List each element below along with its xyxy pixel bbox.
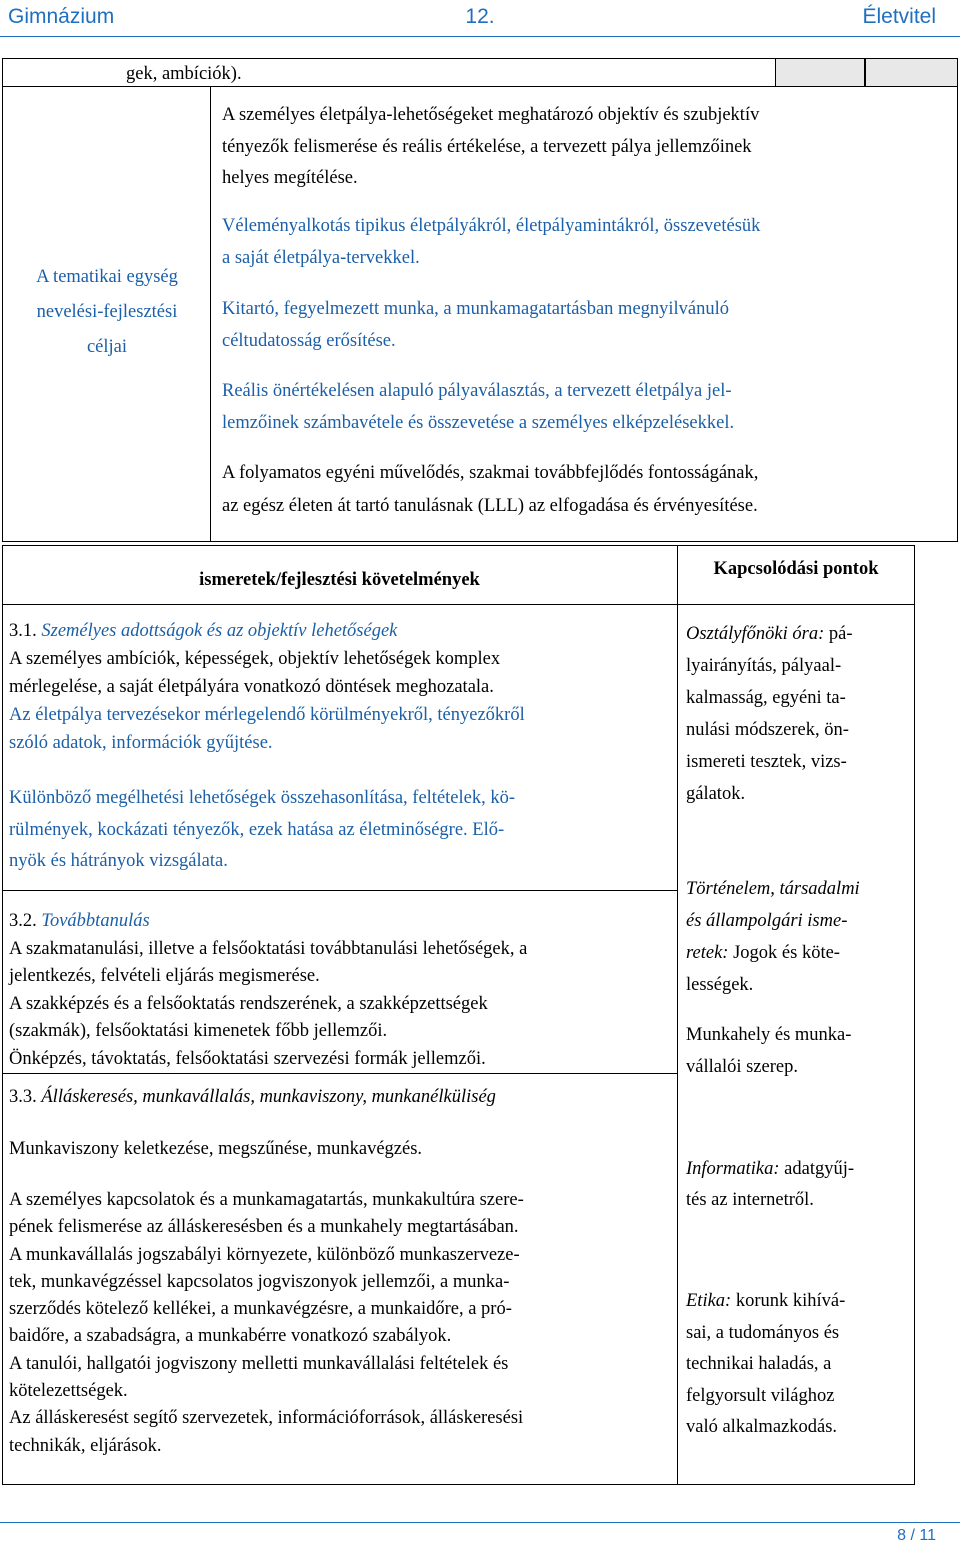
- section-33-body: A személyes kapcsolatok és a munkamagatartás, munkakultúra szere- pének felismerése az álláskeresésben és a munkahely megtartásában. A munkavállalás jogszabályi környezete, különböző munkaszervezе- tek, munkavégzéssel kapcsolatos jogviszonyok jellemzői, a munka- szerződés kötelező kellékei, a munkavégzésre, a munkaidőre, a pró- baidőre, a szabadságra, a munkabérre vonatkozó szabályok. A tanulói, hallgatói jogviszony melletti munkavállalási feltételek és kötelezettségek. Az álláskeresést segítő szervezetek, információforrások, álláskeresési technikák, eljárások.: [9, 1190, 524, 1456]
- link-munkahely: Munkahely és munka- vállalói szerep.: [686, 1025, 852, 1077]
- section-32-title: Továbbtanulás: [41, 911, 150, 931]
- goal-1: A személyes életpálya-lehetőségeket meghatározó objektív és szubjektív tényezők felismerése és reális értékelése, a tervezett pálya jellemzőinek helyes megítélése.: [222, 105, 760, 188]
- link-informatika: Informatika: adatgyűj- tés az internetről.: [686, 1159, 855, 1210]
- page-header: [0, 0, 960, 36]
- col1-header: ismeretek/fejlesztési követelmények: [199, 570, 480, 590]
- page-number: 8 / 11: [897, 1527, 936, 1544]
- section-31-number: 3.1.: [9, 621, 37, 641]
- goal-2: Véleményalkotás tipikus életpályákról, életpályamintákról, összevetésük a saját életpálya-tervekkel.: [222, 216, 761, 268]
- section-31-para2: Különböző megélhetési lehetőségek összehasonlítása, feltételek, kö- rülmények, kockázati tényezők, ezek hatása az életminőségre. Elő- nyök és hátrányok vizsgálata.: [9, 788, 516, 871]
- section-33-number: 3.3.: [9, 1087, 37, 1107]
- goals-table-gray-cell-2: [865, 58, 958, 87]
- content-table-col-divider: [677, 545, 678, 1485]
- link-tortenelem: Történelem, társadalmi és állampolgári isme- retek: Jogok és köte- lességek.: [686, 879, 860, 995]
- header-divider: [0, 36, 960, 37]
- link-osztalyfonoki: Osztályfőnöki óra: pá- lyairányítás, pályaal- kalmasság, egyéni ta- nulási módszerek, ön- ismereti tesztek, vizs- gálatok.: [686, 624, 853, 804]
- content-table-header-divider: [2, 604, 915, 605]
- goal-4: Reális önértékelésen alapuló pályaválasztás, a tervezett életpálya jel- lemzőinek számbavétele és összevetése a személyes elképzelésekkel.: [222, 381, 735, 433]
- header-school: Gimnázium: [8, 5, 115, 28]
- section-32-number: 3.2.: [9, 911, 37, 931]
- section-33-title: Álláskeresés, munkavállalás, munkaviszony, munkanélküliség: [41, 1087, 496, 1107]
- link-etika: Etika: korunk kihívá- sai, a tudományos és technikai haladás, a felgyorsult világhoz való alkalmazkodás.: [686, 1291, 846, 1437]
- goals-table-gray-cell-1: [775, 58, 865, 87]
- section-32-divider: [2, 1073, 677, 1074]
- goals-label: A tematikai egység nevelési-fejlesztési céljai: [36, 267, 178, 357]
- goal-5: A folyamatos egyéni művelődés, szakmai továbbfejlődés fontosságának, az egész életen át tartó tanulásnak (LLL) az elfogadása és érvényesítése.: [222, 463, 759, 516]
- goals-continuation: gek, ambíciók).: [126, 64, 242, 84]
- section-31-divider: [2, 890, 677, 891]
- header-grade: 12.: [465, 5, 495, 28]
- col2-header: Kapcsolódási pontok: [713, 559, 879, 579]
- section-31: 3.1. Személyes adottságok és az objektív lehetőségek A személyes ambíciók, képességek, objektív lehetőségek komplex mérlegelése, a saját életpályára vonatkozó döntések meghozatala. Az életpálya tervezésekor mérlegelendő körülményekről, tényezőkről szóló adatok, információk gyűjtése.: [9, 621, 525, 753]
- goals-table-col-divider: [210, 86, 211, 542]
- section-31-title: Személyes adottságok és az objektív lehetőségek: [41, 621, 398, 641]
- section-32: 3.2. Továbbtanulás A szakmatanulási, illetve a felsőoktatási továbbtanulási lehetőségek, a jelentkezés, felvételi eljárás megismerése. A szakképzés és a felsőoktatás rendszerének, a szakképzettségek (szakmák), felsőoktatási kimenetek főbb jellemzői. Önképzés, távoktatás, felsőoktatási szervezési formák jellemzői.: [9, 911, 528, 1069]
- section-33-line1: Munkaviszony keletkezése, megszűnése, munkavégzés.: [9, 1139, 423, 1159]
- section-33-heading: [9, 1083, 496, 1112]
- footer-divider: [0, 1522, 960, 1523]
- header-subject: Életvitel: [862, 5, 936, 28]
- goal-3: Kitartó, fegyelmezett munka, a munkamagatartásban megnyilvánuló céltudatosság erősítése.: [222, 299, 730, 351]
